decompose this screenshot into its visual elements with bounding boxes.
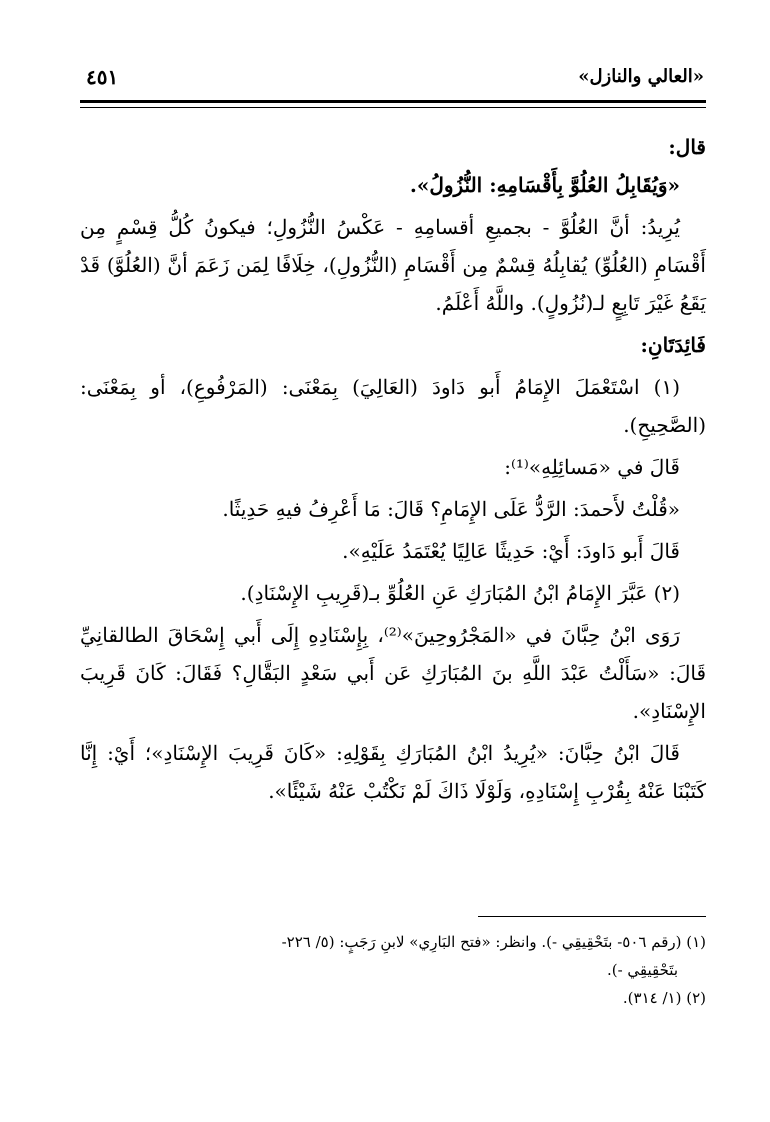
benefit-one-paragraph: (١) اسْتَعْمَلَ الإِمَامُ أَبو دَاودَ (العَالِيَ) بِمَعْنَى: (المَرْفُوعِ)، أو بِمَعْنَى: (الصَّحِيحِ).: [80, 375, 706, 437]
footnotes: [80, 928, 706, 1012]
benefit-two-paragraph: (٢) عَبَّرَ الإِمَامُ ابْنُ المُبَارَكِ عَنِ العُلُوِّ بـ(قَرِيبِ الإِسْنَادِ).: [240, 581, 680, 605]
running-header: [80, 62, 706, 92]
benefit-one-source: قَالَ في «مَسائِلِهِ»⁽¹⁾:: [504, 455, 680, 479]
header-rule-thin: [80, 107, 706, 108]
footnote-one-continuation: بتَحْقِيقِي -).: [606, 961, 678, 979]
benefits-heading: فَائِدَتَانِ:: [640, 333, 706, 357]
footnote-two: (٢) (١/ ٣١٤).: [622, 989, 706, 1007]
benefit-one-quote: «قُلْتُ لأَحمدَ: الرَّدُّ عَلَى الإِمَامِ؟ قَالَ: مَا أَعْرِفُ فيهِ حَدِيثًا.: [222, 497, 680, 521]
document-page: [80, 0, 706, 1122]
benefit-two-comment: قَالَ ابْنُ حِبَّانَ: «يُرِيدُ ابْنُ المُبَارَكِ بِقَوْلِهِ: «كَانَ قَرِيبَ الإِسْنَادِ»؛ أَيْ: إِنَّا كَتَبْنَا عَنْهُ بِقُرْبِ إِسْنَادِهِ، وَلَوْلَا ذَاكَ لَمْ نَكْتُبْ عَنْهُ شَيْئًا».: [80, 741, 706, 803]
benefit-two-narration: رَوَى ابْنُ حِبَّانَ في «المَجْرُوحِينَ»⁽²⁾، بِإِسْنَادِهِ إِلَى أَبي إِسْحَاقَ الطالقانِيِّ قَالَ: «سَأَلْتُ عَبْدَ اللَّهِ بنَ المُبَارَكِ عَن أَبي سَعْدٍ البَقَّالِ؟ فَقَالَ: كَانَ قَرِيبَ الإِسْنَادِ».: [80, 623, 706, 723]
running-title: «العالي والنازل»: [578, 66, 704, 87]
page-number: ٤٥١: [86, 65, 119, 89]
header-rule-thick: [80, 100, 706, 103]
footnote-one: (١) (رقم ٥٠٦- بتَحْقِيقِي -). وانظر: «فتح البَارِي» لابنِ رَجَبٍ: (٥/ ٢٢٦-: [281, 933, 706, 951]
qala-heading: قال:: [668, 135, 706, 159]
explanation-paragraph: يُرِيدُ: أنَّ العُلُوَّ - بجميعِ أقسامِهِ - عَكْسُ النُّزُولِ؛ فيكونُ كُلُّ قِسْمٍ مِن أَقْسَامِ (العُلُوِّ) يُقابِلُهُ قِسْمٌ مِن أَقْسَامِ (النُّزُولِ)، خِلَافًا لِمَن زَعَمَ أنَّ (العُلُوَّ) قَدْ يَقَعُ غَيْرَ تَابِعٍ لـ(نُزُولٍ). واللَّهُ أَعْلَمُ.: [80, 215, 706, 315]
benefit-one-comment: قَالَ أَبو دَاودَ: أَيْ: حَدِيثًا عَالِيًا يُعْتَمَدُ عَلَيْهِ».: [342, 539, 680, 563]
footnote-separator: [478, 916, 706, 917]
quoted-text: «وَيُقَابِلُ العُلُوَّ بِأَقْسَامِهِ: النُّزُولُ».: [409, 173, 680, 197]
body-text: [80, 128, 706, 810]
